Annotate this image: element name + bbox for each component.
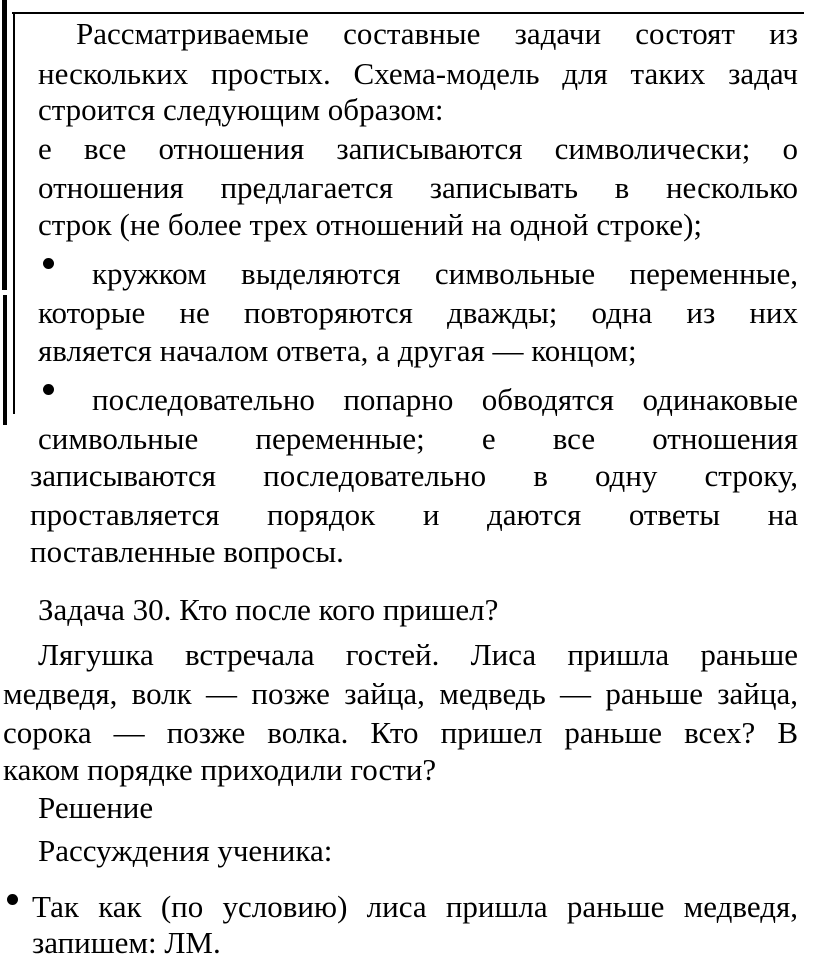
bullet-icon xyxy=(7,894,18,905)
bullet-text-line: Так как (по условию) лиса пришла раньше медведя, xyxy=(32,889,798,924)
bullet-text-line: является началом ответа, а другая — концом; xyxy=(38,333,637,368)
top-rule xyxy=(12,12,804,14)
left-margin-rule xyxy=(13,14,15,414)
task-title: Задача 30. Кто после кого пришел? xyxy=(38,592,499,627)
intro-line: отношения предлагается записывать в несколько xyxy=(38,170,798,205)
intro-line: е все отношения записываются символически; о xyxy=(38,131,798,166)
task-text-line: каком порядке приходили гости? xyxy=(3,752,437,787)
bullet-text-line: кружком выделяются символьные переменные, xyxy=(92,256,798,291)
bullet-icon xyxy=(43,384,54,395)
bullet-text-line: запишем: ЛМ. xyxy=(32,925,221,960)
intro-line: строится следующим образом: xyxy=(38,92,444,127)
left-margin-bar xyxy=(3,295,7,425)
bullet-text-line: записываются последовательно в одну строку, xyxy=(30,458,798,493)
bullet-text-line: символьные переменные; е все отношения xyxy=(38,421,798,456)
bullet-text-line: которые не повторяются дважды; одна из них xyxy=(38,295,798,330)
bullet-text-line: последовательно попарно обводятся одинаковые xyxy=(92,382,798,417)
bullet-text-line: поставленные вопросы. xyxy=(30,534,344,569)
reasoning-label: Рассуждения ученика: xyxy=(38,833,333,868)
task-text-line: Лягушка встречала гостей. Лиса пришла раньше xyxy=(38,637,798,672)
intro-line: Рассматриваемые составные задачи состоят из xyxy=(76,16,798,51)
intro-line: нескольких простых. Схема-модель для таких задач xyxy=(38,56,798,91)
bullet-text-line: проставляется порядок и даются ответы на xyxy=(30,497,798,532)
task-text-line: сорока — позже волка. Кто пришел раньше всех? В xyxy=(3,715,798,750)
left-margin-bar xyxy=(2,0,7,290)
bullet-icon xyxy=(43,258,54,269)
task-text-line: медведя, волк — позже зайца, медведь — раньше зайца, xyxy=(3,676,798,711)
solution-label: Решение xyxy=(38,790,154,825)
intro-line: строк (не более трех отношений на одной строке); xyxy=(38,207,703,242)
